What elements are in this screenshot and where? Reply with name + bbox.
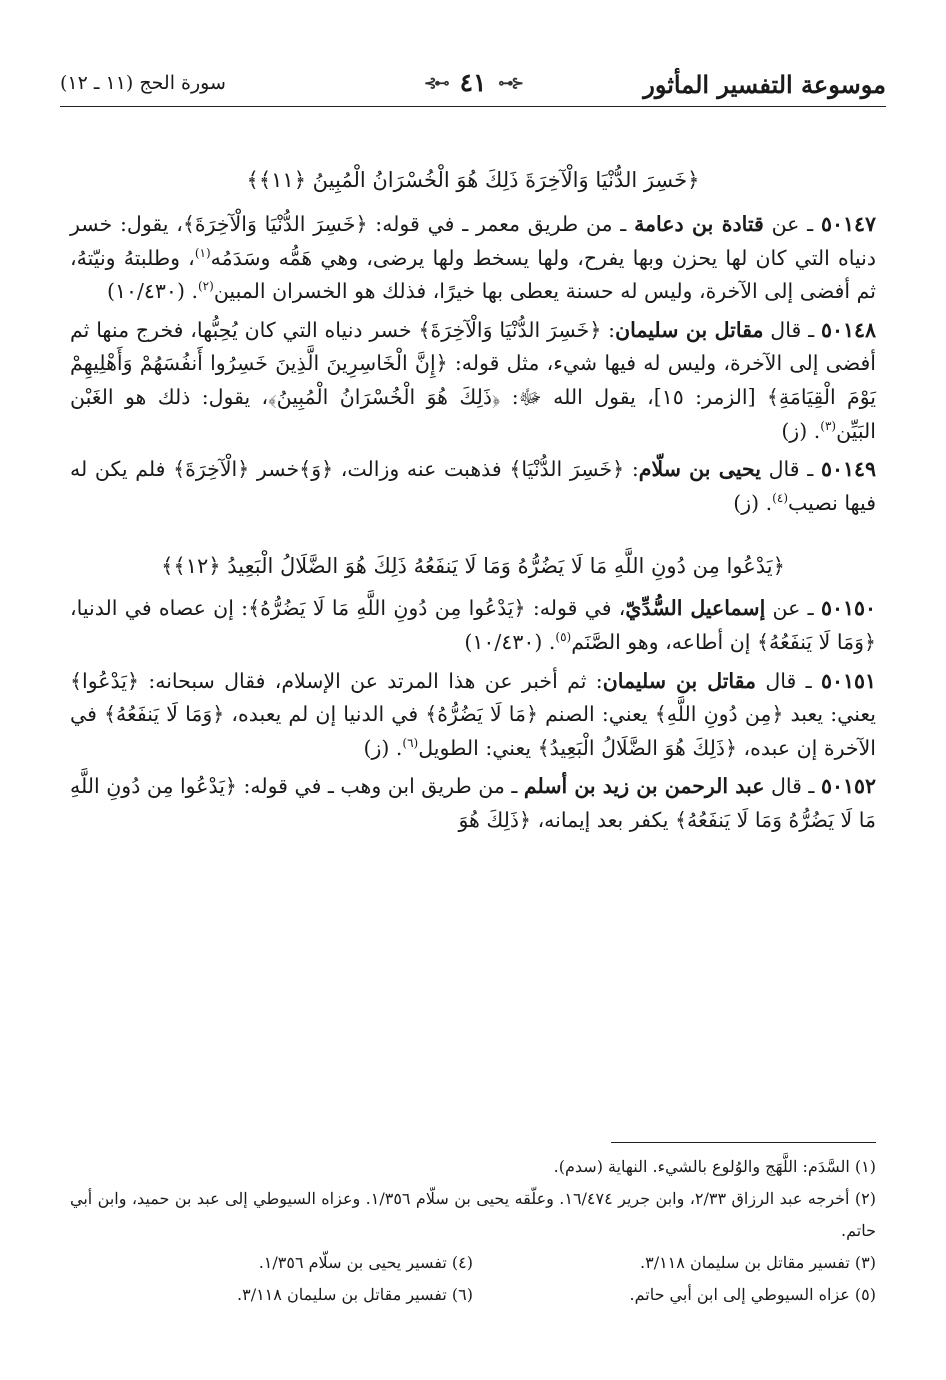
- source-ref: . (١٠/٤٣٠): [464, 629, 556, 654]
- footnote-ref: (٥): [555, 630, 572, 645]
- narrator-name: يحيى بن سلّام: [638, 457, 761, 482]
- entry-text: : ﴿خَسِرَ الدُّنْيَا وَالْآخِرَةَ﴾ خسر دنياه التي كان يُحِبُّها، فخرج منها ثم أفضى إلى الآخرة، وليس له فيها شيء، مثل قوله: ﴿إِنَّ الْخَاسِرِينَ الَّذِينَ خَسِرُوا أَنفُسَهُمْ وَأَهْلِيهِمْ يَوْمَ الْقِيَامَةِ﴾ [الزمر: ١٥]، يقول الله ﷻ: ﴿ذَلِكَ هُوَ الْخُسْرَانُ الْمُبِينُ﴾، يقول: ذلك هو الغَبْن البَيِّن: [70, 317, 876, 443]
- ornament-left-icon: ⊰⊷: [423, 73, 448, 92]
- footnote-6: (٦) تفسير مقاتل بن سليمان ٣/١١٨.: [237, 1285, 473, 1304]
- entry-intro: ـ قال: [760, 457, 821, 482]
- entry-intro: ـ قال: [763, 317, 821, 342]
- entry-number: ٥٠١٤٩: [820, 457, 877, 482]
- entry-text: : ﴿خَسِرَ الدُّنْيَا﴾ فذهبت عنه وزالت، ﴿وَ﴾خسر ﴿الْآخِرَةَ﴾ فلم يكن له فيها نصيب: [70, 457, 876, 515]
- footnote-ref: (٦): [402, 735, 419, 750]
- narrator-name: مقاتل بن سليمان: [615, 317, 764, 342]
- footnote-ref: (٣): [820, 418, 837, 433]
- entry-number: ٥٠١٥١: [820, 668, 876, 693]
- verse-12: ﴿يَدْعُوا مِن دُونِ اللَّهِ مَا لَا يَضُرُّهُ وَمَا لَا يَنفَعُهُ ذَلِكَ هُوَ الضَّلَالُ الْبَعِيدُ ﴿١٢﴾﴾: [161, 554, 785, 579]
- entry-intro: ـ عن: [765, 596, 821, 621]
- ornament-right-icon: ⊶⊱: [498, 73, 523, 92]
- footnote-row: [70, 1279, 876, 1311]
- entry-50152: [70, 770, 876, 837]
- source-ref: . (ز): [363, 735, 403, 760]
- entry-intro: ـ قال: [756, 668, 821, 693]
- page-number: ٤١: [459, 68, 487, 97]
- footnote-row: [70, 1247, 876, 1279]
- entry-50148: [70, 314, 876, 448]
- narrator-name: مقاتل بن سليمان: [602, 668, 757, 693]
- footnote-5: (٥) عزاه السيوطي إلى ابن أبي حاتم.: [629, 1285, 876, 1304]
- footnote-4: (٤) تفسير يحيى بن سلّام ١/٣٥٦.: [258, 1253, 473, 1272]
- footnotes: [70, 1151, 876, 1311]
- narrator-name: عبد الرحمن بن زيد بن أسلم: [523, 774, 765, 799]
- entry-50147: [70, 208, 876, 309]
- entry-number: ٥٠١٤٧: [820, 212, 876, 236]
- footnote-ref: (٤): [772, 490, 788, 505]
- footnote-ref: (٢): [197, 279, 214, 294]
- entry-50149: [70, 453, 876, 520]
- footnote-ref: (١): [194, 245, 211, 260]
- entry-text: ، في قوله: ﴿يَدْعُوا مِن دُونِ اللَّهِ مَا لَا يَضُرُّهُ﴾: إن عصاه في الدنيا، ﴿وَمَا لَا يَنفَعُهُ﴾ إن أطاعه، وهو الصَّنَم: [70, 596, 876, 654]
- footnote-rule: [611, 1142, 876, 1143]
- entry-text: ، وطلبتهُ ونيّتهُ، ثم أفضى إلى الآخرة، وليس له حسنة يعطى بها خيرًا، فذلك هو الخسران المبين: [70, 245, 876, 304]
- header-rule: [60, 106, 886, 107]
- footnote-1: (١) السَّدَم: اللَّهَج والوُلوع بالشيء. النهاية (سدم).: [553, 1157, 876, 1176]
- narrator-name: قتادة بن دعامة: [634, 212, 764, 236]
- running-header: [60, 62, 886, 108]
- main-text: [70, 160, 876, 843]
- entry-text: : ثم أخبر عن هذا المرتد عن الإسلام، فقال سبحانه: ﴿يَدْعُوا﴾ يعني: يعبد ﴿مِن دُونِ اللَّهِ﴾ يعني: الصنم ﴿مَا لَا يَضُرُّهُ﴾ في الدنيا إن لم يعبده، ﴿وَمَا لَا يَنفَعُهُ﴾ في الآخرة إن عبده، ﴿ذَلِكَ هُوَ الضَّلَالُ الْبَعِيدُ﴾ يعني: الطويل: [70, 668, 876, 760]
- book-title: موسوعة التفسير المأثور: [643, 70, 886, 99]
- source-ref: . (ز): [781, 418, 821, 443]
- entry-number: ٥٠١٥٠: [820, 596, 876, 621]
- entry-number: ٥٠١٤٨: [820, 317, 877, 342]
- entry-50151: [70, 665, 876, 766]
- source-ref: . (ز): [733, 490, 773, 515]
- entry-text: ـ من طريق معمر ـ في قوله: ﴿خَسِرَ الدُّنْيَا وَالْآخِرَةَ﴾، يقول: خسر دنياه التي كان لها يحزن وبها يفرح، ولها يسخط ولها يرضى، وهي هَمُّه وسَدَمُه: [70, 212, 876, 270]
- verse-11: ﴿خَسِرَ الدُّنْيَا وَالْآخِرَةَ ذَلِكَ هُوَ الْخُسْرَانُ الْمُبِينُ ﴿١١﴾﴾: [246, 168, 700, 192]
- entry-intro: ـ عن: [763, 212, 821, 236]
- footnote-3: (٣) تفسير مقاتل بن سليمان ٣/١١٨.: [640, 1253, 876, 1272]
- surah-reference: سورة الحج (١١ ـ ١٢): [60, 72, 226, 94]
- page-number-block: [424, 68, 522, 97]
- entry-50150: [70, 592, 876, 659]
- entry-number: ٥٠١٥٢: [820, 774, 876, 799]
- narrator-name: إسماعيل السُّدِّيّ: [625, 596, 766, 621]
- entry-text: ـ من طريق ابن وهب ـ في قوله: ﴿يَدْعُوا مِن دُونِ اللَّهِ مَا لَا يَضُرُّهُ وَمَا لَا يَنفَعُهُ﴾ يكفر بعد إيمانه، ﴿ذَلِكَ هُوَ: [70, 774, 876, 832]
- entry-intro: ـ قال: [764, 774, 821, 799]
- source-ref: . (١٠/٤٣٠): [106, 279, 198, 304]
- footnote-2: (٢) أخرجه عبد الرزاق ٢/٣٣، وابن جرير ١٦/٤٧٤. وعلّقه يحيى بن سلّام ١/٣٥٦. وعزاه السيوطي إلى عبد بن حميد، وابن أبي حاتم.: [70, 1189, 876, 1240]
